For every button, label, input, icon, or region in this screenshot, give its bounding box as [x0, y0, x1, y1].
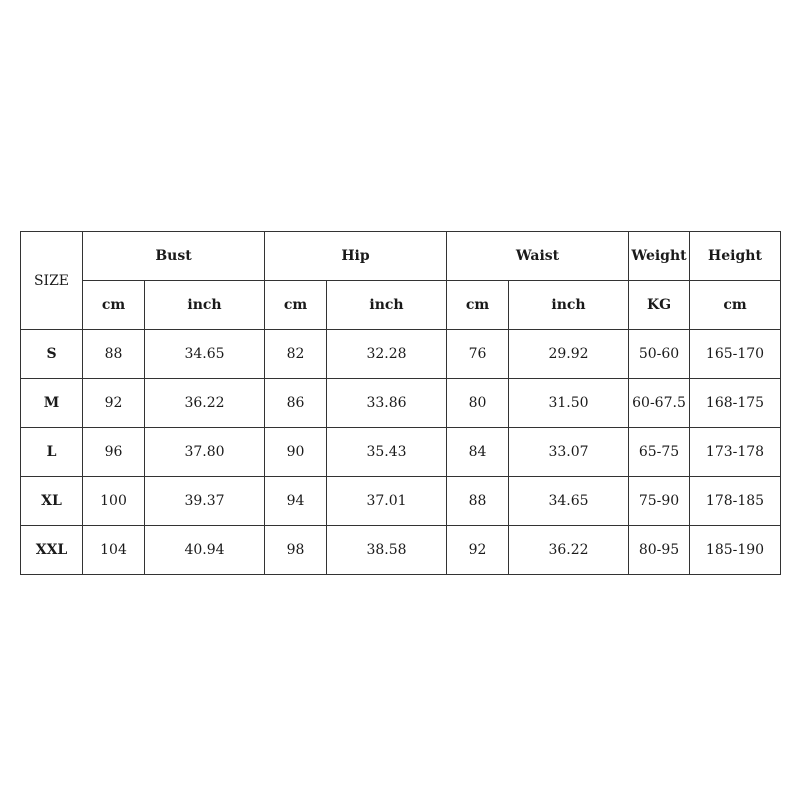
weight-unit: KG	[629, 281, 690, 330]
bust-cm-cell: 88	[83, 330, 145, 379]
bust-inch-cell: 37.80	[145, 428, 265, 477]
hip-cm-cell: 98	[265, 526, 327, 575]
height-cell: 173-178	[690, 428, 781, 477]
hip-cm-unit: cm	[265, 281, 327, 330]
weight-cell: 50-60	[629, 330, 690, 379]
waist-inch-cell: 29.92	[509, 330, 629, 379]
height-unit: cm	[690, 281, 781, 330]
weight-header: Weight	[629, 232, 690, 281]
height-cell: 165-170	[690, 330, 781, 379]
size-header: SIZE	[21, 232, 83, 330]
weight-cell: 75-90	[629, 477, 690, 526]
waist-inch-cell: 33.07	[509, 428, 629, 477]
table-row	[21, 477, 781, 526]
bust-inch-unit: inch	[145, 281, 265, 330]
bust-cm-cell: 92	[83, 379, 145, 428]
height-cell: 168-175	[690, 379, 781, 428]
bust-cm-cell: 104	[83, 526, 145, 575]
bust-inch-cell: 36.22	[145, 379, 265, 428]
size-chart-table	[20, 231, 781, 575]
hip-cm-cell: 82	[265, 330, 327, 379]
size-cell: XL	[21, 477, 83, 526]
bust-inch-cell: 34.65	[145, 330, 265, 379]
waist-inch-cell: 34.65	[509, 477, 629, 526]
hip-inch-cell: 35.43	[327, 428, 447, 477]
waist-cm-unit: cm	[447, 281, 509, 330]
size-cell: L	[21, 428, 83, 477]
waist-inch-cell: 36.22	[509, 526, 629, 575]
hip-inch-cell: 32.28	[327, 330, 447, 379]
hip-header: Hip	[265, 232, 447, 281]
unit-header-row	[21, 281, 781, 330]
size-cell: S	[21, 330, 83, 379]
size-cell: XXL	[21, 526, 83, 575]
bust-cm-unit: cm	[83, 281, 145, 330]
bust-inch-cell: 40.94	[145, 526, 265, 575]
height-cell: 178-185	[690, 477, 781, 526]
waist-cm-cell: 88	[447, 477, 509, 526]
weight-cell: 60-67.5	[629, 379, 690, 428]
bust-cm-cell: 100	[83, 477, 145, 526]
height-header: Height	[690, 232, 781, 281]
table-row	[21, 330, 781, 379]
weight-cell: 65-75	[629, 428, 690, 477]
hip-cm-cell: 86	[265, 379, 327, 428]
hip-inch-cell: 37.01	[327, 477, 447, 526]
waist-cm-cell: 76	[447, 330, 509, 379]
hip-cm-cell: 94	[265, 477, 327, 526]
bust-inch-cell: 39.37	[145, 477, 265, 526]
waist-cm-cell: 84	[447, 428, 509, 477]
hip-cm-cell: 90	[265, 428, 327, 477]
bust-header: Bust	[83, 232, 265, 281]
waist-inch-unit: inch	[509, 281, 629, 330]
hip-inch-cell: 33.86	[327, 379, 447, 428]
table-row	[21, 379, 781, 428]
bust-cm-cell: 96	[83, 428, 145, 477]
weight-cell: 80-95	[629, 526, 690, 575]
hip-inch-cell: 38.58	[327, 526, 447, 575]
hip-inch-unit: inch	[327, 281, 447, 330]
size-cell: M	[21, 379, 83, 428]
waist-cm-cell: 92	[447, 526, 509, 575]
group-header-row	[21, 232, 781, 281]
table-row	[21, 428, 781, 477]
height-cell: 185-190	[690, 526, 781, 575]
table-row	[21, 526, 781, 575]
waist-header: Waist	[447, 232, 629, 281]
waist-cm-cell: 80	[447, 379, 509, 428]
waist-inch-cell: 31.50	[509, 379, 629, 428]
